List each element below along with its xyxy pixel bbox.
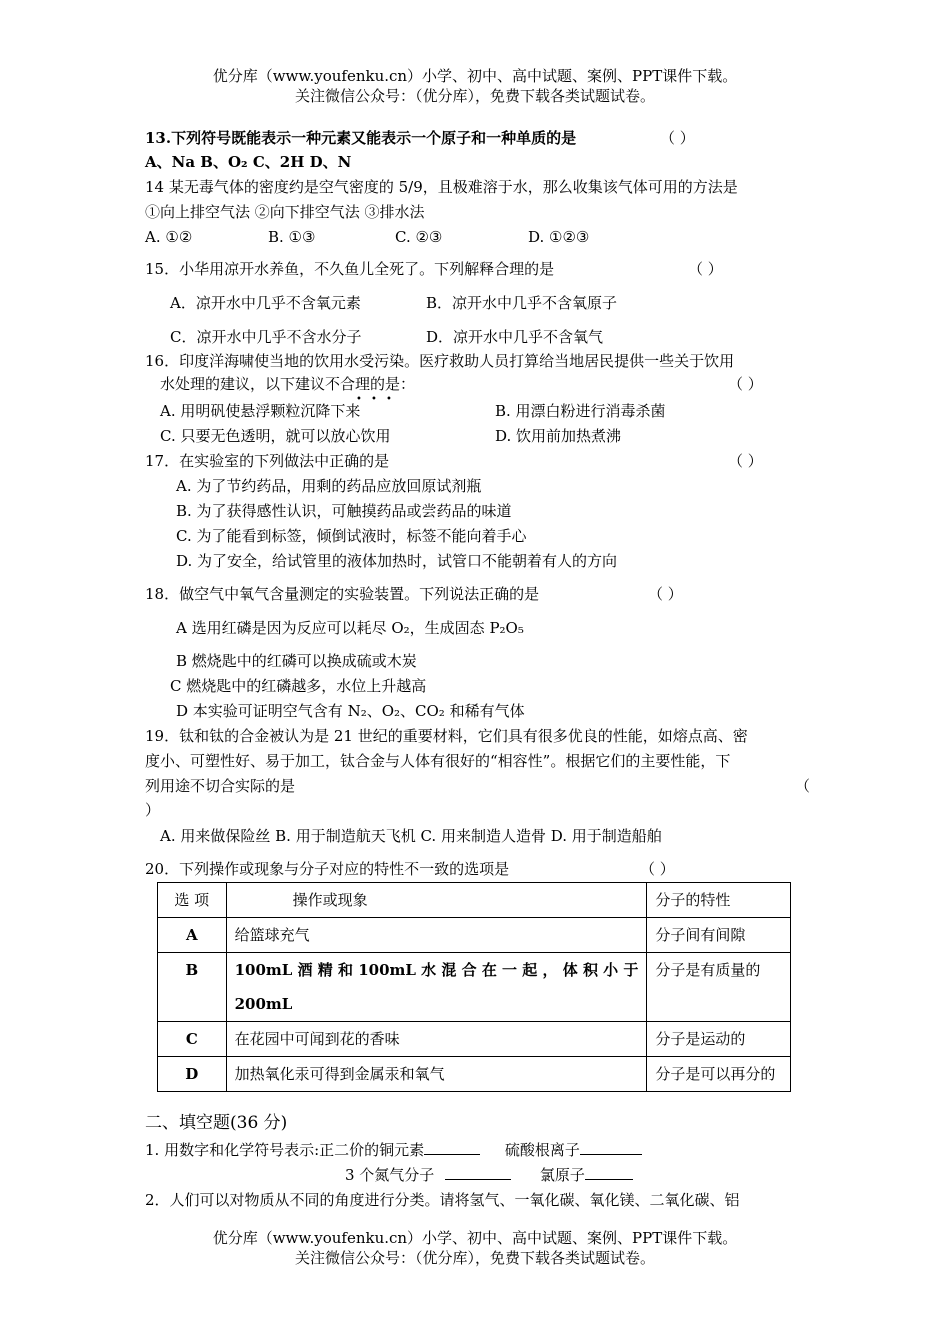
row-option: B [158,953,227,1022]
row-phenomenon: 在花园中可闻到花的香味 [226,1022,647,1057]
section-2-title: 二、填空题(36 分) [145,1113,288,1133]
footer-line-1: 优分库（www.youfenku.cn）小学、初中、高中试题、案例、PPT课件下载。 [212,1229,738,1247]
row-option: D [158,1057,227,1092]
q16-option-c: C. 只要无色透明，就可以放心饮用 [160,427,391,445]
q19-options: A. 用来做保险丝 B. 用于制造航天飞机 C. 用来制造人造骨 D. 用于制造船舶 [160,827,662,845]
q16-option-a: A. 用明矾使悬浮颗粒沉降下来 [160,402,361,420]
emphasis-dot: • [371,394,377,405]
q14-option-b: B. ①③ [268,228,316,246]
q16-stem-line-1: 16．印度洋海啸使当地的饮用水受污染。医疗救助人员打算给当地居民提供一些关于饮用 [145,352,735,370]
q16-answer-paren: （ ） [728,375,763,393]
q18-option-c: C 燃烧匙中的红磷越多，水位上升越高 [170,677,427,695]
table-row [158,953,791,1022]
q17-option-a: A. 为了节约药品，用剩的药品应放回原试剂瓶 [176,477,482,495]
q19-line-3: 列用途不切合实际的是 [145,777,296,795]
q18-stem: 18．做空气中氧气含量测定的实验装置。下列说法正确的是 [145,585,540,603]
footer-line-2: 关注微信公众号：（优分库），免费下载各类试题试卷。 [294,1249,655,1267]
answer-blank[interactable] [585,1165,633,1180]
q20-options-table [157,882,791,1092]
header-property: 分子的特性 [647,883,791,918]
row-property: 分子是有质量的 [647,953,791,1022]
q16-option-d: D. 饮用前加热煮沸 [495,427,622,445]
q16-stem-line-2: 水处理的建议，以下建议不合理的是： [160,375,416,393]
q17-stem: 17．在实验室的下列做法中正确的是 [145,452,390,470]
answer-blank[interactable] [424,1140,480,1155]
row-phenomenon: 100mL 酒 精 和 100mL 水 混 合 在 一 起 ， 体 积 小 于 [234,961,639,979]
fill-q1-line-2 [345,1165,633,1185]
q14-option-a: A. ①② [145,228,193,246]
fill-q1-line-1 [145,1140,642,1160]
q15-answer-paren: （ ） [688,260,723,278]
q14-stem: 14 某无毒气体的密度约是空气密度的 5/9，且极难溶于水，那么收集该气体可用的方法是 [145,178,738,196]
row-phenomenon: 给篮球充气 [226,918,647,953]
q14-methods: ①向上排空气法 ②向下排空气法 ③排水法 [145,203,425,221]
q19-paren-open: （ [795,777,811,795]
row-property: 分子间有间隙 [647,918,791,953]
q13-stem: 13.下列符号既能表示一种元素又能表示一个原子和一种单质的是 [145,129,577,147]
q18-answer-paren: （ ） [648,585,683,603]
header-option: 选 项 [158,883,227,918]
q18-option-b: B 燃烧匙中的红磷可以换成硫或木炭 [176,652,417,670]
row-property: 分子是可以再分的 [647,1057,791,1092]
answer-blank[interactable] [445,1165,511,1180]
q19-line-2: 度小、可塑性好、易于加工，钛合金与人体有很好的“相容性”。根据它们的主要性能，下 [145,752,731,770]
emphasis-dot: • [356,394,362,405]
header-phenomenon: 操作或现象 [226,883,647,918]
q19-line-1: 19．钛和钛的合金被认为是 21 世纪的重要材料，它们具有很多优良的性能，如熔点高、密 [145,727,748,745]
table-header-row [158,883,791,918]
row-property: 分子是运动的 [647,1022,791,1057]
fill-q1-b: 硫酸根离子 [504,1141,580,1159]
q15-stem: 15．小华用凉开水养鱼，不久鱼儿全死了。下列解释合理的是 [145,260,555,278]
table-row [158,1057,791,1092]
q13-answer-paren: （ ） [660,129,695,147]
header-line-1: 优分库（www.youfenku.cn）小学、初中、高中试题、案例、PPT课件下载。 [212,67,738,85]
fill-q1-stem: 1. 用数字和化学符号表示:正二价的铜元素 [145,1141,425,1159]
q18-option-a: A 选用红磷是因为反应可以耗尽 O₂，生成固态 P₂O₅ [176,619,524,637]
q17-option-c: C. 为了能看到标签，倾倒试液时，标签不能向着手心 [176,527,527,545]
q20-stem: 20．下列操作或现象与分子对应的特性不一致的选项是 [145,860,510,878]
fill-q2-line-1: 2．人们可以对物质从不同的角度进行分类。请将氢气、一氧化碳、氧化镁、二氧化碳、铝 [145,1191,740,1209]
q14-option-d: D. ①②③ [528,228,590,246]
row-phenomenon-cell [226,953,647,1022]
row-option: A [158,918,227,953]
q19-paren-close: ） [145,801,161,819]
q15-option-c: C．凉开水中几乎不含水分子 [170,328,362,346]
header-line-2: 关注微信公众号：（优分库），免费下载各类试题试卷。 [294,87,655,105]
q16-option-b: B. 用漂白粉进行消毒杀菌 [495,402,666,420]
answer-blank[interactable] [580,1140,642,1155]
emphasis-dot: • [386,394,392,405]
q17-option-b: B. 为了获得感性认识，可触摸药品或尝药品的味道 [176,502,512,520]
table-row [158,918,791,953]
row-option: C [158,1022,227,1057]
q18-option-d: D 本实验可证明空气含有 N₂、O₂、CO₂ 和稀有气体 [176,702,525,720]
q14-option-c: C. ②③ [395,228,443,246]
q20-answer-paren: （ ） [640,860,675,878]
fill-q1-c: 3 个氮气分子 [345,1166,435,1184]
fill-q1-d: 氯原子 [539,1166,585,1184]
q17-answer-paren: （ ） [728,452,763,470]
q15-option-b: B．凉开水中几乎不含氧原子 [426,294,618,312]
q15-option-a: A．凉开水中几乎不含氧元素 [170,294,361,312]
table-row [158,1022,791,1057]
q15-option-d: D．凉开水中几乎不含氧气 [426,328,604,346]
row-phenomenon-cont: 200mL [234,995,293,1013]
q17-option-d: D. 为了安全，给试管里的液体加热时，试管口不能朝着有人的方向 [176,552,618,570]
q13-options: A、Na B、O₂ C、2H D、N [145,153,352,171]
row-phenomenon: 加热氧化汞可得到金属汞和氧气 [226,1057,647,1092]
